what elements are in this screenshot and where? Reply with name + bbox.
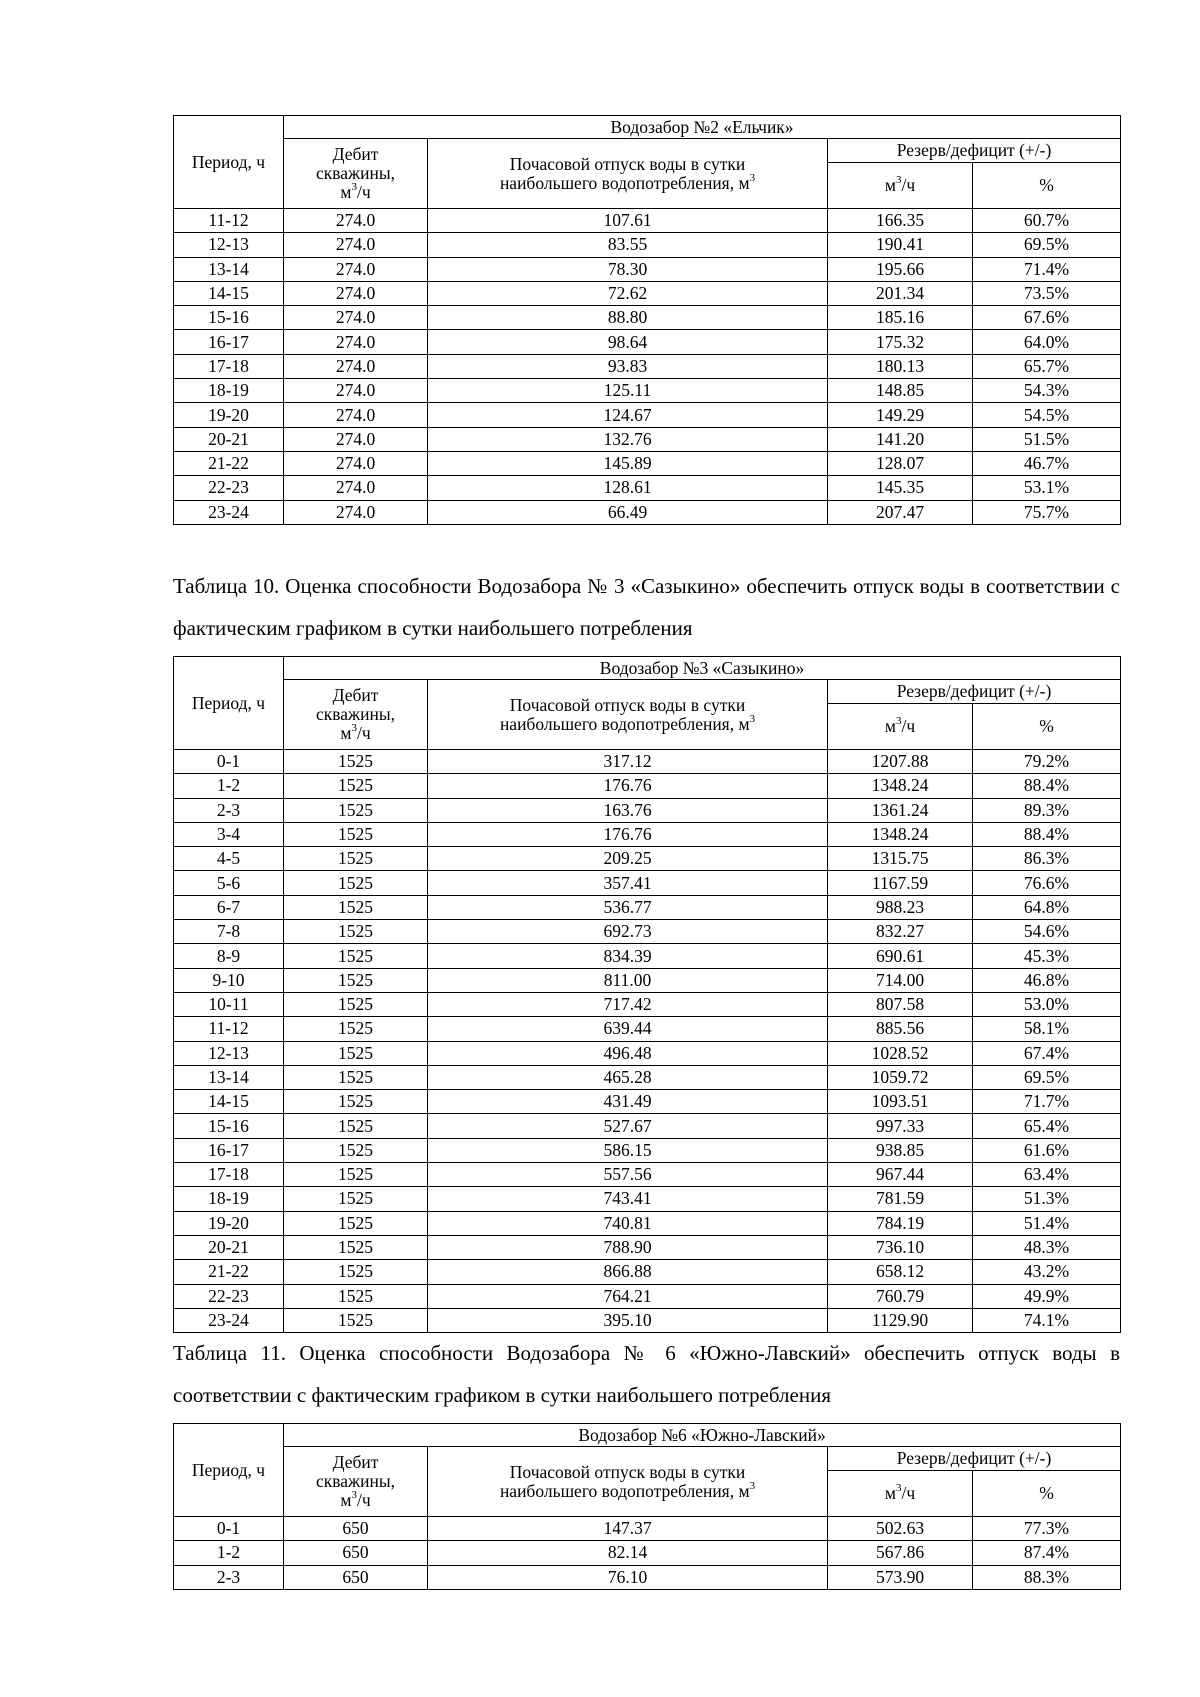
reserve-m3-cell: 185.16	[828, 306, 973, 330]
reserve-pct-cell: 88.4%	[973, 822, 1121, 846]
debit-cell: 1525	[284, 1235, 428, 1259]
table-row	[174, 281, 1121, 305]
reserve-pct-cell: 79.2%	[973, 750, 1121, 774]
debit-cell: 650	[284, 1565, 428, 1589]
reserve-pct-cell: 58.1%	[973, 1017, 1121, 1041]
period-cell: 21-22	[174, 1260, 284, 1284]
period-cell: 22-23	[174, 1284, 284, 1308]
header-period: Период, ч	[174, 116, 284, 209]
period-cell: 14-15	[174, 281, 284, 305]
table-row	[174, 476, 1121, 500]
reserve-m3-cell: 166.35	[828, 209, 973, 233]
reserve-m3-cell: 1093.51	[828, 1090, 973, 1114]
reserve-pct-cell: 88.4%	[973, 774, 1121, 798]
debit-cell: 1525	[284, 1065, 428, 1089]
table-row	[174, 992, 1121, 1016]
reserve-m3-cell: 781.59	[828, 1187, 973, 1211]
table-row	[174, 920, 1121, 944]
debit-cell: 1525	[284, 968, 428, 992]
reserve-pct-cell: 89.3%	[973, 798, 1121, 822]
release-cell: 132.76	[428, 427, 828, 451]
debit-cell: 1525	[284, 1187, 428, 1211]
reserve-m3-cell: 1315.75	[828, 847, 973, 871]
reserve-m3-cell: 201.34	[828, 281, 973, 305]
table-row	[174, 330, 1121, 354]
reserve-m3-cell: 967.44	[828, 1163, 973, 1187]
table-row	[174, 1284, 1121, 1308]
period-cell: 13-14	[174, 257, 284, 281]
table-row	[174, 1187, 1121, 1211]
reserve-m3-cell: 938.85	[828, 1138, 973, 1162]
table-sazykino	[173, 656, 1121, 1333]
reserve-pct-cell: 65.7%	[973, 354, 1121, 378]
reserve-pct-cell: 43.2%	[973, 1260, 1121, 1284]
release-cell: 639.44	[428, 1017, 828, 1041]
header-debit: Дебит скважины, $м^3/ч$	[284, 1447, 428, 1517]
release-cell: 527.67	[428, 1114, 828, 1138]
header-reserve: Резерв/дефицит (+/-)	[828, 139, 1121, 163]
period-cell: 11-12	[174, 1017, 284, 1041]
table-row	[174, 1565, 1121, 1589]
header-reserve: Резерв/дефицит (+/-)	[828, 1447, 1121, 1471]
release-cell: 72.62	[428, 281, 828, 305]
period-cell: 8-9	[174, 944, 284, 968]
reserve-pct-cell: 74.1%	[973, 1308, 1121, 1332]
debit-cell: 1525	[284, 944, 428, 968]
period-cell: 0-1	[174, 1517, 284, 1541]
period-cell: 3-4	[174, 822, 284, 846]
table-body	[174, 1517, 1121, 1590]
reserve-pct-cell: 69.5%	[973, 233, 1121, 257]
release-cell: 743.41	[428, 1187, 828, 1211]
period-cell: 15-16	[174, 1114, 284, 1138]
header-release: Почасовой отпуск воды в сутки наибольшего водопотребления, $м^3$	[428, 680, 828, 750]
reserve-m3-cell: 997.33	[828, 1114, 973, 1138]
period-cell: 20-21	[174, 427, 284, 451]
header-station: Водозабор №3 «Сазыкино»	[284, 657, 1121, 680]
reserve-m3-cell: 1207.88	[828, 750, 973, 774]
reserve-pct-cell: 64.0%	[973, 330, 1121, 354]
table-row	[174, 968, 1121, 992]
debit-cell: 274.0	[284, 379, 428, 403]
period-cell: 21-22	[174, 451, 284, 475]
reserve-pct-cell: 51.4%	[973, 1211, 1121, 1235]
header-debit: Дебит скважины, $м^3/ч$	[284, 139, 428, 209]
reserve-m3-cell: 145.35	[828, 476, 973, 500]
reserve-m3-cell: 149.29	[828, 403, 973, 427]
reserve-m3-cell: 207.47	[828, 500, 973, 524]
reserve-pct-cell: 54.5%	[973, 403, 1121, 427]
table-row	[174, 451, 1121, 475]
debit-cell: 1525	[284, 920, 428, 944]
period-cell: 14-15	[174, 1090, 284, 1114]
table-row	[174, 233, 1121, 257]
debit-cell: 274.0	[284, 403, 428, 427]
debit-cell: 1525	[284, 1090, 428, 1114]
period-cell: 22-23	[174, 476, 284, 500]
debit-cell: 274.0	[284, 427, 428, 451]
reserve-m3-cell: 1167.59	[828, 871, 973, 895]
debit-cell: 1525	[284, 847, 428, 871]
period-cell: 19-20	[174, 403, 284, 427]
table-row	[174, 257, 1121, 281]
release-cell: 128.61	[428, 476, 828, 500]
table-row	[174, 1114, 1121, 1138]
debit-cell: 1525	[284, 895, 428, 919]
debit-cell: 274.0	[284, 233, 428, 257]
period-cell: 17-18	[174, 1163, 284, 1187]
period-cell: 10-11	[174, 992, 284, 1016]
header-reserve-pct: %	[973, 163, 1121, 209]
table-row	[174, 209, 1121, 233]
header-period: Период, ч	[174, 1424, 284, 1517]
reserve-pct-cell: 63.4%	[973, 1163, 1121, 1187]
reserve-m3-cell: 658.12	[828, 1260, 973, 1284]
reserve-m3-cell: 195.66	[828, 257, 973, 281]
table-body	[174, 209, 1121, 525]
reserve-m3-cell: 573.90	[828, 1565, 973, 1589]
release-cell: 496.48	[428, 1041, 828, 1065]
period-cell: 0-1	[174, 750, 284, 774]
reserve-m3-cell: 567.86	[828, 1541, 973, 1565]
release-cell: 66.49	[428, 500, 828, 524]
period-cell: 6-7	[174, 895, 284, 919]
period-cell: 18-19	[174, 1187, 284, 1211]
table-row	[174, 379, 1121, 403]
reserve-pct-cell: 54.6%	[973, 920, 1121, 944]
header-period: Период, ч	[174, 657, 284, 750]
header-debit: Дебит скважины, $м^3/ч$	[284, 680, 428, 750]
header-release: Почасовой отпуск воды в сутки наибольшего водопотребления, $м^3$	[428, 139, 828, 209]
release-cell: 357.41	[428, 871, 828, 895]
reserve-m3-cell: 190.41	[828, 233, 973, 257]
debit-cell: 1525	[284, 750, 428, 774]
table-body	[174, 750, 1121, 1333]
table-row	[174, 798, 1121, 822]
release-cell: 78.30	[428, 257, 828, 281]
reserve-pct-cell: 76.6%	[973, 871, 1121, 895]
reserve-m3-cell: 885.56	[828, 1017, 973, 1041]
release-cell: 107.61	[428, 209, 828, 233]
period-cell: 15-16	[174, 306, 284, 330]
period-cell: 11-12	[174, 209, 284, 233]
period-cell: 23-24	[174, 1308, 284, 1332]
release-cell: 717.42	[428, 992, 828, 1016]
period-cell: 2-3	[174, 798, 284, 822]
debit-cell: 650	[284, 1517, 428, 1541]
table-row	[174, 427, 1121, 451]
release-cell: 88.80	[428, 306, 828, 330]
reserve-pct-cell: 86.3%	[973, 847, 1121, 871]
table-row	[174, 847, 1121, 871]
debit-cell: 1525	[284, 774, 428, 798]
reserve-m3-cell: 1059.72	[828, 1065, 973, 1089]
header-reserve-pct: %	[973, 704, 1121, 750]
debit-cell: 274.0	[284, 500, 428, 524]
debit-cell: 1525	[284, 1138, 428, 1162]
reserve-m3-cell: 1028.52	[828, 1041, 973, 1065]
table-row	[174, 354, 1121, 378]
period-cell: 4-5	[174, 847, 284, 871]
period-cell: 20-21	[174, 1235, 284, 1259]
reserve-pct-cell: 53.0%	[973, 992, 1121, 1016]
debit-cell: 274.0	[284, 257, 428, 281]
period-cell: 23-24	[174, 500, 284, 524]
reserve-pct-cell: 45.3%	[973, 944, 1121, 968]
table-row	[174, 1065, 1121, 1089]
table-10-caption: Таблица 10. Оценка способности Водозабора № 3 «Сазыкино» обеспечить отпуск воды в соответствии с фактическим графиком в сутки наибольшего потребления	[173, 574, 1120, 640]
header-reserve-pct: %	[973, 1471, 1121, 1517]
table-row	[174, 1090, 1121, 1114]
reserve-pct-cell: 75.7%	[973, 500, 1121, 524]
debit-cell: 274.0	[284, 209, 428, 233]
debit-cell: 274.0	[284, 306, 428, 330]
release-cell: 764.21	[428, 1284, 828, 1308]
reserve-m3-cell: 1348.24	[828, 822, 973, 846]
release-cell: 557.56	[428, 1163, 828, 1187]
header-reserve-m3: $м^3/ч$	[828, 1471, 973, 1517]
table-row	[174, 1260, 1121, 1284]
debit-cell: 274.0	[284, 330, 428, 354]
table-row	[174, 944, 1121, 968]
reserve-m3-cell: 736.10	[828, 1235, 973, 1259]
reserve-m3-cell: 502.63	[828, 1517, 973, 1541]
reserve-m3-cell: 807.58	[828, 992, 973, 1016]
period-cell: 16-17	[174, 330, 284, 354]
reserve-m3-cell: 1129.90	[828, 1308, 973, 1332]
header-station: Водозабор №2 «Ельчик»	[284, 116, 1121, 139]
table-row	[174, 403, 1121, 427]
table-row	[174, 1017, 1121, 1041]
release-cell: 692.73	[428, 920, 828, 944]
table-row	[174, 1163, 1121, 1187]
reserve-pct-cell: 64.8%	[973, 895, 1121, 919]
table-row	[174, 774, 1121, 798]
table-row	[174, 871, 1121, 895]
period-cell: 12-13	[174, 1041, 284, 1065]
release-cell: 76.10	[428, 1565, 828, 1589]
release-cell: 176.76	[428, 822, 828, 846]
reserve-pct-cell: 71.7%	[973, 1090, 1121, 1114]
table-row	[174, 1541, 1121, 1565]
release-cell: 145.89	[428, 451, 828, 475]
reserve-pct-cell: 46.7%	[973, 451, 1121, 475]
debit-cell: 1525	[284, 1284, 428, 1308]
debit-cell: 1525	[284, 1041, 428, 1065]
reserve-pct-cell: 69.5%	[973, 1065, 1121, 1089]
release-cell: 82.14	[428, 1541, 828, 1565]
period-cell: 2-3	[174, 1565, 284, 1589]
period-cell: 12-13	[174, 233, 284, 257]
debit-cell: 1525	[284, 871, 428, 895]
release-cell: 834.39	[428, 944, 828, 968]
debit-cell: 274.0	[284, 354, 428, 378]
debit-cell: 1525	[284, 1114, 428, 1138]
reserve-pct-cell: 60.7%	[973, 209, 1121, 233]
debit-cell: 650	[284, 1541, 428, 1565]
period-cell: 5-6	[174, 871, 284, 895]
release-cell: 740.81	[428, 1211, 828, 1235]
period-cell: 18-19	[174, 379, 284, 403]
period-cell: 17-18	[174, 354, 284, 378]
reserve-pct-cell: 67.4%	[973, 1041, 1121, 1065]
period-cell: 16-17	[174, 1138, 284, 1162]
period-cell: 19-20	[174, 1211, 284, 1235]
release-cell: 536.77	[428, 895, 828, 919]
debit-cell: 274.0	[284, 281, 428, 305]
table-row	[174, 750, 1121, 774]
release-cell: 209.25	[428, 847, 828, 871]
reserve-m3-cell: 1348.24	[828, 774, 973, 798]
reserve-m3-cell: 832.27	[828, 920, 973, 944]
debit-cell: 1525	[284, 822, 428, 846]
table-row	[174, 500, 1121, 524]
header-reserve: Резерв/дефицит (+/-)	[828, 680, 1121, 704]
table-row	[174, 1235, 1121, 1259]
debit-cell: 1525	[284, 1211, 428, 1235]
reserve-pct-cell: 48.3%	[973, 1235, 1121, 1259]
header-release: Почасовой отпуск воды в сутки наибольшего водопотребления, $м^3$	[428, 1447, 828, 1517]
release-cell: 125.11	[428, 379, 828, 403]
reserve-pct-cell: 71.4%	[973, 257, 1121, 281]
table-row	[174, 306, 1121, 330]
header-station: Водозабор №6 «Южно-Лавский»	[284, 1424, 1121, 1447]
reserve-pct-cell: 46.8%	[973, 968, 1121, 992]
release-cell: 83.55	[428, 233, 828, 257]
debit-cell: 1525	[284, 1260, 428, 1284]
period-cell: 1-2	[174, 1541, 284, 1565]
release-cell: 317.12	[428, 750, 828, 774]
debit-cell: 1525	[284, 1308, 428, 1332]
reserve-m3-cell: 784.19	[828, 1211, 973, 1235]
release-cell: 431.49	[428, 1090, 828, 1114]
release-cell: 395.10	[428, 1308, 828, 1332]
debit-cell: 1525	[284, 992, 428, 1016]
period-cell: 7-8	[174, 920, 284, 944]
release-cell: 163.76	[428, 798, 828, 822]
reserve-pct-cell: 51.5%	[973, 427, 1121, 451]
reserve-pct-cell: 53.1%	[973, 476, 1121, 500]
reserve-pct-cell: 51.3%	[973, 1187, 1121, 1211]
table-row	[174, 1517, 1121, 1541]
table-row	[174, 1138, 1121, 1162]
period-cell: 1-2	[174, 774, 284, 798]
release-cell: 811.00	[428, 968, 828, 992]
release-cell: 465.28	[428, 1065, 828, 1089]
debit-cell: 1525	[284, 1163, 428, 1187]
release-cell: 586.15	[428, 1138, 828, 1162]
reserve-m3-cell: 180.13	[828, 354, 973, 378]
reserve-pct-cell: 73.5%	[973, 281, 1121, 305]
table-row	[174, 1041, 1121, 1065]
reserve-m3-cell: 141.20	[828, 427, 973, 451]
release-cell: 176.76	[428, 774, 828, 798]
reserve-m3-cell: 175.32	[828, 330, 973, 354]
release-cell: 147.37	[428, 1517, 828, 1541]
period-cell: 9-10	[174, 968, 284, 992]
table-row	[174, 895, 1121, 919]
reserve-pct-cell: 67.6%	[973, 306, 1121, 330]
table-row	[174, 1211, 1121, 1235]
reserve-m3-cell: 988.23	[828, 895, 973, 919]
release-cell: 866.88	[428, 1260, 828, 1284]
debit-cell: 274.0	[284, 476, 428, 500]
reserve-pct-cell: 65.4%	[973, 1114, 1121, 1138]
release-cell: 124.67	[428, 403, 828, 427]
reserve-m3-cell: 148.85	[828, 379, 973, 403]
header-reserve-m3: $м^3/ч$	[828, 163, 973, 209]
reserve-m3-cell: 128.07	[828, 451, 973, 475]
reserve-pct-cell: 87.4%	[973, 1541, 1121, 1565]
reserve-pct-cell: 77.3%	[973, 1517, 1121, 1541]
reserve-m3-cell: 714.00	[828, 968, 973, 992]
reserve-pct-cell: 88.3%	[973, 1565, 1121, 1589]
table-row	[174, 822, 1121, 846]
release-cell: 788.90	[428, 1235, 828, 1259]
reserve-pct-cell: 61.6%	[973, 1138, 1121, 1162]
period-cell: 13-14	[174, 1065, 284, 1089]
reserve-m3-cell: 760.79	[828, 1284, 973, 1308]
release-cell: 98.64	[428, 330, 828, 354]
table-elchik	[173, 115, 1121, 525]
debit-cell: 1525	[284, 798, 428, 822]
reserve-pct-cell: 49.9%	[973, 1284, 1121, 1308]
table-yuzhno-lavsky	[173, 1423, 1121, 1590]
reserve-m3-cell: 1361.24	[828, 798, 973, 822]
table-11-caption: Таблица 11. Оценка способности Водозабора № 6 «Южно-Лавский» обеспечить отпуск воды в соответствии с фактическим графиком в сутки наибольшего потребления	[173, 1341, 1120, 1407]
table-row	[174, 1308, 1121, 1332]
debit-cell: 274.0	[284, 451, 428, 475]
debit-cell: 1525	[284, 1017, 428, 1041]
reserve-m3-cell: 690.61	[828, 944, 973, 968]
release-cell: 93.83	[428, 354, 828, 378]
header-reserve-m3: $м^3/ч$	[828, 704, 973, 750]
reserve-pct-cell: 54.3%	[973, 379, 1121, 403]
